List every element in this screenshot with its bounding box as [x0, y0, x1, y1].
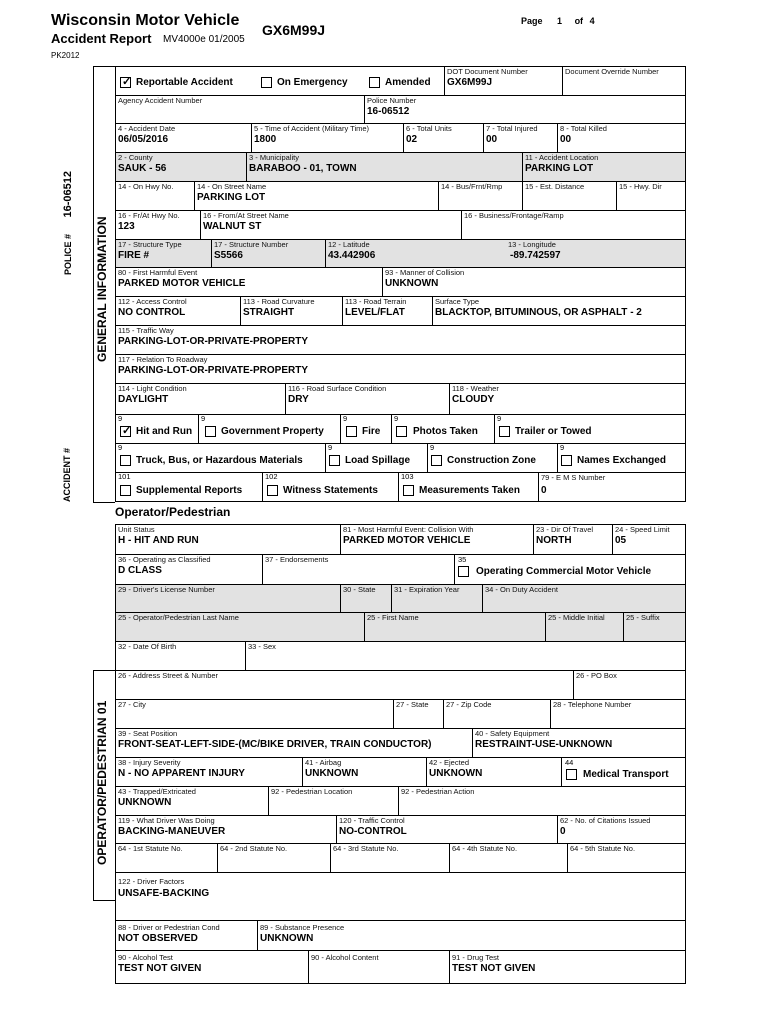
- seat-position-field: 39 - Seat Position FRONT-SEAT-LEFT-SIDE-(MC/BIKE DRIVER, TRAIN CONDUCTOR): [118, 729, 432, 750]
- form-code: MV4000e 01/2005: [163, 34, 245, 45]
- field-number-102: 102: [265, 472, 278, 481]
- weather-field: 118 - Weather CLOUDY: [452, 384, 499, 405]
- telephone-field: 28 - Telephone Number: [553, 700, 632, 709]
- airbag-field: 41 - Airbag UNKNOWN: [305, 758, 359, 779]
- accident-date-field: 4 - Accident Date 06/05/2016: [118, 124, 176, 145]
- dot-document-number-field: DOT Document Number GX6M99J: [447, 67, 528, 88]
- safety-equipment-field: 40 - Safety Equipment RESTRAINT-USE-UNKNOWN: [475, 729, 613, 750]
- page-number: 1: [557, 16, 563, 26]
- light-condition-field: 114 - Light Condition DAYLIGHT: [118, 384, 187, 405]
- field-number-9: 9: [497, 414, 502, 423]
- road-surface-condition-field: 116 - Road Surface Condition DRY: [288, 384, 387, 405]
- field-number-9: 9: [118, 443, 123, 452]
- structure-type-field: 17 - Structure Type FIRE #: [118, 240, 182, 261]
- names-exchanged-label: Names Exchanged: [577, 455, 666, 466]
- page-total: 4: [589, 16, 595, 26]
- statute-3-field: 64 - 3rd Statute No.: [333, 844, 399, 853]
- accident-time-field: 5 - Time of Accident (Military Time) 1800: [254, 124, 370, 145]
- traffic-way-field: 115 - Traffic Way PARKING-LOT-OR-PRIVATE-PROPERTY: [118, 326, 308, 347]
- field-number-9: 9: [430, 443, 435, 452]
- substance-presence-field: 89 - Substance Presence UNKNOWN: [260, 923, 345, 944]
- form-title: Wisconsin Motor Vehicle: [51, 12, 240, 29]
- expiration-year-field: 31 - Expiration Year: [394, 585, 460, 594]
- on-duty-accident-field: 34 - On Duty Accident: [485, 585, 558, 594]
- accident-side-label: ACCIDENT #: [62, 447, 72, 502]
- field-number-101: 101: [118, 472, 131, 481]
- drug-test-field: 91 - Drug Test TEST NOT GIVEN: [452, 953, 536, 974]
- speed-limit-field: 24 - Speed Limit 05: [615, 525, 670, 546]
- page-label: Page: [521, 16, 543, 26]
- statute-5-field: 64 - 5th Statute No.: [570, 844, 636, 853]
- field-number-103: 103: [401, 472, 414, 481]
- relation-to-roadway-field: 117 - Relation To Roadway PARKING-LOT-OR-PRIVATE-PROPERTY: [118, 355, 308, 376]
- government-property-checkbox[interactable]: [205, 426, 216, 437]
- police-label: POLICE #: [63, 233, 73, 275]
- alcohol-content-field: 90 - Alcohol Content: [311, 953, 379, 962]
- operator-pedestrian-tab: OPERATOR/PEDESTRIAN 01: [95, 700, 109, 865]
- construction-zone-label: Construction Zone: [447, 455, 536, 466]
- truck-bus-hazmat-checkbox[interactable]: [120, 455, 131, 466]
- medical-transport-label: Medical Transport: [583, 769, 669, 780]
- from-hwy-number-field: 16 - Fr/At Hwy No. 123: [118, 211, 180, 232]
- zip-code-field: 27 - Zip Code: [446, 700, 492, 709]
- fire-label: Fire: [362, 426, 381, 437]
- drivers-license-field: 29 - Driver's License Number: [118, 585, 215, 594]
- hit-and-run-label: Hit and Run: [136, 426, 193, 437]
- field-number-9: 9: [118, 414, 123, 423]
- document-id: GX6M99J: [262, 22, 326, 38]
- address-state-field: 27 - State: [396, 700, 429, 709]
- commercial-vehicle-label: Operating Commercial Motor Vehicle: [476, 566, 652, 577]
- measurements-taken-checkbox[interactable]: [403, 485, 414, 496]
- bus-frnt-rmp-field: 14 - Bus/Frnt/Rmp: [441, 182, 503, 191]
- city-field: 27 - City: [118, 700, 146, 709]
- trapped-extricated-field: 43 - Trapped/Extricated UNKNOWN: [118, 787, 196, 808]
- pk-code: PK2012: [51, 51, 80, 60]
- injury-severity-field: 38 - Injury Severity N - NO APPARENT INJURY: [118, 758, 245, 779]
- alcohol-test-field: 90 - Alcohol Test TEST NOT GIVEN: [118, 953, 202, 974]
- most-harmful-event-field: 81 - Most Harmful Event: Collision With PARKED MOTOR VEHICLE: [343, 525, 474, 546]
- address-field: 26 - Address Street & Number: [118, 671, 219, 680]
- middle-initial-field: 25 - Middle Initial: [548, 613, 605, 622]
- ems-number-field: 79 - E M S Number 0: [541, 473, 606, 496]
- license-state-field: 30 - State: [343, 585, 376, 594]
- operating-class-field: 36 - Operating as Classified D CLASS: [118, 555, 211, 576]
- access-control-field: 112 - Access Control NO CONTROL: [118, 297, 187, 318]
- est-distance-field: 15 - Est. Distance: [525, 182, 585, 191]
- on-street-name-field: 14 - On Street Name PARKING LOT: [197, 182, 267, 203]
- photos-taken-checkbox[interactable]: [396, 426, 407, 437]
- structure-number-field: 17 - Structure Number S5566: [214, 240, 289, 261]
- on-emergency-label: On Emergency: [277, 77, 348, 88]
- agency-accident-number-field: Agency Accident Number: [118, 96, 203, 105]
- pedestrian-action-field: 92 - Pedestrian Action: [401, 787, 475, 796]
- trailer-or-towed-label: Trailer or Towed: [515, 426, 592, 437]
- trailer-or-towed-checkbox[interactable]: [499, 426, 510, 437]
- from-street-name-field: 16 - From/At Street Name WALNUT ST: [203, 211, 289, 232]
- driver-factors-field: 122 - Driver Factors UNSAFE-BACKING: [118, 877, 210, 899]
- load-spillage-checkbox[interactable]: [329, 455, 340, 466]
- suffix-field: 25 - Suffix: [626, 613, 660, 622]
- sex-field: 33 - Sex: [248, 642, 276, 651]
- total-injured-field: 7 - Total Injured 00: [486, 124, 538, 145]
- amended-label: Amended: [385, 77, 431, 88]
- construction-zone-checkbox[interactable]: [431, 455, 442, 466]
- statute-2-field: 64 - 2nd Statute No.: [220, 844, 288, 853]
- field-number-35: 35: [458, 555, 467, 564]
- commercial-vehicle-checkbox[interactable]: [458, 566, 469, 577]
- page-indicator: [521, 16, 595, 26]
- supplemental-reports-checkbox[interactable]: [120, 485, 131, 496]
- field-number-9: 9: [201, 414, 206, 423]
- total-units-field: 6 - Total Units 02: [406, 124, 452, 145]
- hit-and-run-checkbox[interactable]: [120, 426, 131, 437]
- latitude-field: 12 - Latitude 43.442906: [328, 240, 376, 261]
- reportable-accident-label: Reportable Accident: [136, 77, 233, 88]
- road-terrain-field: 113 - Road Terrain LEVEL/FLAT: [345, 297, 407, 318]
- road-curvature-field: 113 - Road Curvature STRAIGHT: [243, 297, 315, 318]
- reportable-accident-checkbox[interactable]: [120, 77, 131, 88]
- unit-status-field: Unit Status H - HIT AND RUN: [118, 525, 199, 546]
- field-number-9: 9: [343, 414, 348, 423]
- measurements-taken-label: Measurements Taken: [419, 485, 520, 496]
- field-number-9: 9: [560, 443, 565, 452]
- surface-type-field: Surface Type BLACKTOP, BITUMINOUS, OR ASPHALT - 2: [435, 297, 642, 318]
- statute-1-field: 64 - 1st Statute No.: [118, 844, 183, 853]
- fire-checkbox[interactable]: [346, 426, 357, 437]
- supplemental-reports-label: Supplemental Reports: [136, 485, 243, 496]
- on-emergency-checkbox[interactable]: [261, 77, 272, 88]
- field-number-9: 9: [328, 443, 333, 452]
- what-driver-was-doing-field: 119 - What Driver Was Doing BACKING-MANEUVER: [118, 816, 226, 837]
- county-field: 2 - County SAUK - 56: [118, 153, 167, 174]
- accident-location-field: 11 - Accident Location PARKING LOT: [525, 153, 599, 174]
- date-of-birth-field: 32 - Date Of Birth: [118, 642, 177, 651]
- of-label: of: [574, 16, 584, 26]
- operator-pedestrian-heading: Operator/Pedestrian: [115, 505, 231, 519]
- po-box-field: 26 - PO Box: [576, 671, 617, 680]
- witness-statements-checkbox[interactable]: [267, 485, 278, 496]
- government-property-label: Government Property: [221, 426, 324, 437]
- general-information-tab: GENERAL INFORMATION: [95, 216, 109, 362]
- police-side-number: 16-06512: [62, 170, 74, 218]
- witness-statements-label: Witness Statements: [283, 485, 378, 496]
- first-name-field: 25 - First Name: [367, 613, 419, 622]
- statute-4-field: 64 - 4th Statute No.: [452, 844, 518, 853]
- first-harmful-event-field: 80 - First Harmful Event PARKED MOTOR VEHICLE: [118, 268, 246, 289]
- medical-transport-checkbox[interactable]: [566, 769, 577, 780]
- police-side-label: [62, 171, 74, 275]
- amended-checkbox[interactable]: [369, 77, 380, 88]
- total-killed-field: 8 - Total Killed 00: [560, 124, 607, 145]
- police-number-field: Police Number 16-06512: [367, 96, 417, 117]
- form-subtitle: Accident Report: [51, 31, 152, 46]
- municipality-field: 3 - Municipality BARABOO - 01, TOWN: [249, 153, 357, 174]
- load-spillage-label: Load Spillage: [345, 455, 411, 466]
- last-name-field: 25 - Operator/Pedestrian Last Name: [118, 613, 239, 622]
- citations-issued-field: 62 - No. of Citations Issued 0: [560, 816, 651, 837]
- driver-condition-field: 88 - Driver or Pedestrian Cond NOT OBSERVED: [118, 923, 220, 944]
- document-override-number-field: Document Override Number: [565, 67, 659, 76]
- business-frontage-ramp-field: 16 - Business/Frontage/Ramp: [464, 211, 564, 220]
- ejected-field: 42 - Ejected UNKNOWN: [429, 758, 483, 779]
- on-hwy-number-field: 14 - On Hwy No.: [118, 182, 174, 191]
- longitude-field: 13 - Longitude -89.742597: [508, 240, 561, 261]
- pedestrian-location-field: 92 - Pedestrian Location: [271, 787, 353, 796]
- field-number-9: 9: [394, 414, 399, 423]
- endorsements-field: 37 - Endorsements: [265, 555, 329, 564]
- direction-of-travel-field: 23 - Dir Of Travel NORTH: [536, 525, 594, 546]
- hwy-dir-field: 15 - Hwy. Dir: [619, 182, 662, 191]
- manner-of-collision-field: 93 - Manner of Collision UNKNOWN: [385, 268, 465, 289]
- photos-taken-label: Photos Taken: [413, 426, 478, 437]
- field-number-44: 44: [565, 758, 574, 767]
- names-exchanged-checkbox[interactable]: [561, 455, 572, 466]
- truck-bus-hazmat-label: Truck, Bus, or Hazardous Materials: [136, 455, 303, 466]
- traffic-control-field: 120 - Traffic Control NO-CONTROL: [339, 816, 407, 837]
